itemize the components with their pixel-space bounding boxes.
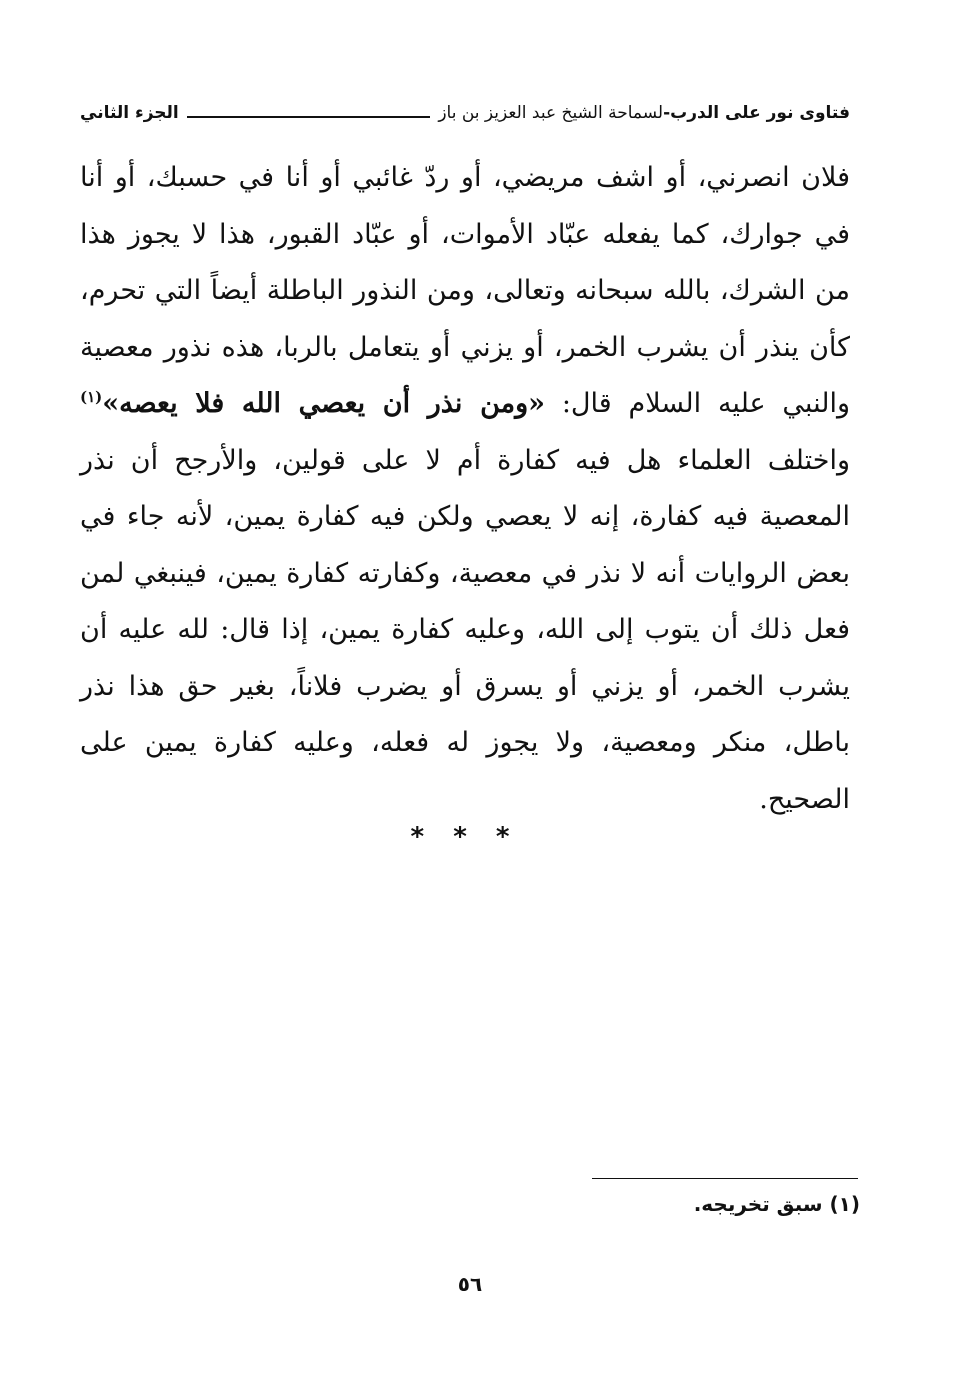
hadith-quote: «ومن نذر أن يعصي الله فلا يعصه» — [102, 388, 545, 419]
body-text-part2: واختلف العلماء هل فيه كفارة أم لا على قولين، والأرجح أن نذر المعصية فيه كفارة، إنه لا يعصي ولكن فيه كفارة يمين، لأنه جاء في بعض الروايات أنه لا نذر في معصية، وكفارته كفارة يمين، فينبغي لمن فعل ذلك أن يتوب إلى الله، وعليه كفارة يمين، إذا قال: لله عليه أن يشرب الخمر، أو يزني أو يسرق أو يضرب فلاناً، بغير حق هذا نذر باطل، منكر ومعصية، ولا يجوز له فعله، وعليه كفارة يمين على الصحيح. — [80, 444, 850, 815]
header-separator: - — [663, 103, 671, 123]
section-separator-stars: * * * — [410, 822, 520, 852]
body-text-part1: فلان انصرني، أو اشف مريضي، أو ردّ غائبي أو أنا في حسبك، أو أنا في جوارك، كما يفعله عبّاد الأموات، أو عبّاد القبور، هذا لا يجوز هذا من الشرك، بالله سبحانه وتعالى، ومن النذور الباطلة أيضاً التي تحرم، كأن ينذر أن يشرب الخمر، أو يزني أو يتعامل بالربا، هذه نذور معصية والنبي عليه السلام قال: — [80, 162, 850, 419]
footnote-rule — [592, 1178, 858, 1179]
header-rule — [187, 116, 431, 118]
body-paragraph — [80, 150, 850, 828]
header-volume: الجزء الثاني — [80, 103, 179, 123]
footnote-reference: (١) — [80, 388, 103, 406]
header-author: لسماحة الشيخ عبد العزيز بن باز — [438, 103, 664, 123]
running-header — [80, 96, 850, 130]
page-number: ٥٦ — [457, 1272, 483, 1296]
footnote: (١) سبق تخريجه. — [693, 1192, 860, 1216]
header-series-title: فتاوى نور على الدرب — [670, 103, 850, 123]
